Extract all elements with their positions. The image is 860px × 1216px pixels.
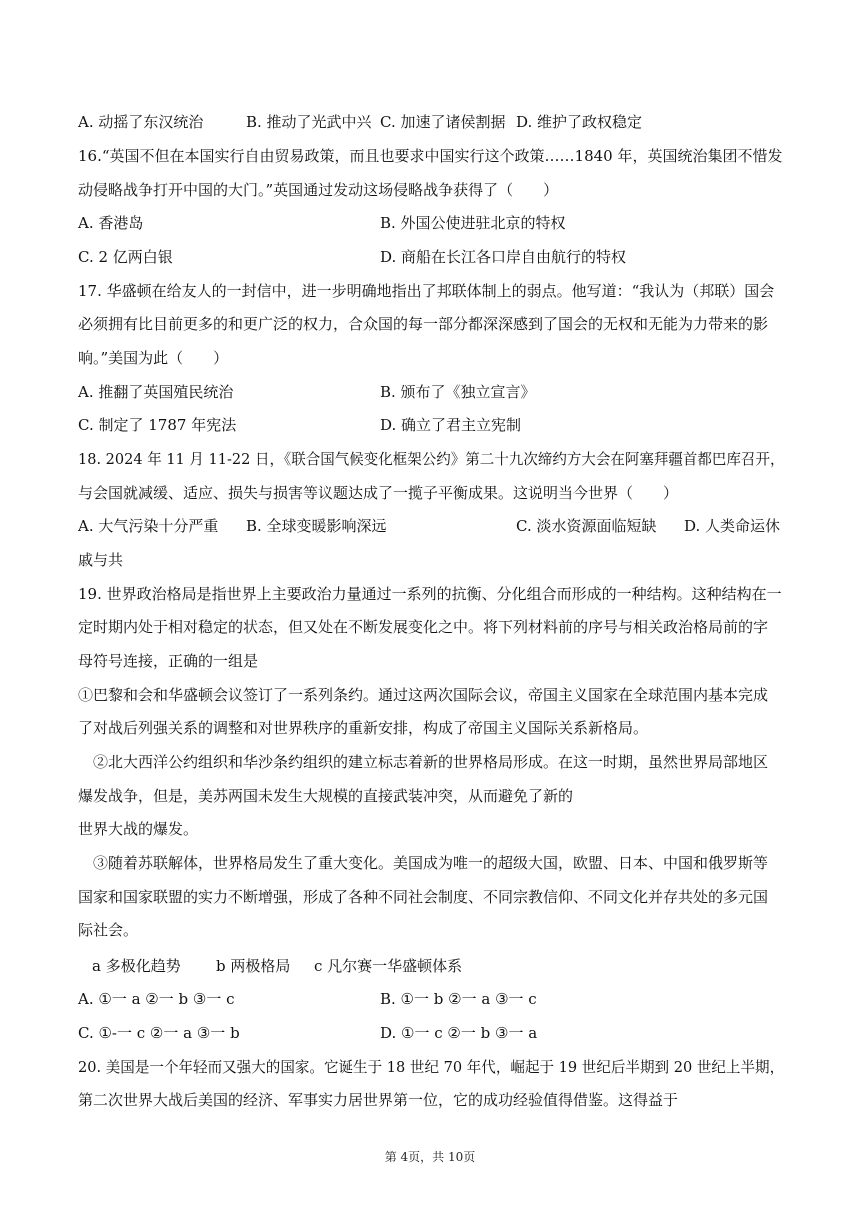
q16-stem-line: 16.“英国不但在本国实行自由贸易政策，而且也要求中国实行这个政策……1840 年，英国统治集团不惜发 — [78, 147, 783, 165]
q15-option-d: D. 维护了政权稳定 — [516, 113, 643, 131]
q15-option-b: B. 推动了光武中兴 — [246, 113, 372, 131]
q17-stem-line: 必须拥有比目前更多的和更广泛的权力，合众国的每一部分都深深感到了国会的无权和无能为力带来的影 — [78, 315, 769, 333]
q17-option-d: D. 确立了君主立宪制 — [380, 416, 522, 434]
q16-option-b: B. 外国公使进驻北京的特权 — [380, 214, 566, 232]
q17-stem-line: 17. 华盛顿在给友人的一封信中，进一步明确地指出了邦联体制上的弱点。他写道：“我认为（邦联）国会 — [78, 282, 775, 300]
q19-material-3: ③随着苏联解体，世界格局发生了重大变化。美国成为唯一的超级大国，欧盟、日本、中国和俄罗斯等 — [78, 854, 769, 872]
q16-option-c: C. 2 亿两白银 — [78, 248, 173, 266]
q19-material-2: 爆发战争，但是，美苏两国未发生大规模的直接武装冲突，从而避免了新的 — [78, 787, 574, 805]
q15-option-c: C. 加速了诸侯割据 — [380, 113, 506, 131]
q16-stem-line: 动侵略战争打开中国的大门。”英国通过发动这场侵略战争获得了（ ） — [78, 181, 559, 199]
q18-option-c: C. 淡水资源面临短缺 — [516, 517, 657, 535]
q20-stem-line: 20. 美国是一个年轻而又强大的国家。它诞生于 18 世纪 70 年代，崛起于 19 世纪后半期到 20 世纪上半期， — [78, 1058, 785, 1076]
q17-option-b: B. 颁布了《独立宣言》 — [380, 383, 536, 401]
q19-option-c: C. ①-一 c ②一 a ③一 b — [78, 1024, 240, 1042]
q19-stem-line: 19. 世界政治格局是指世界上主要政治力量通过一系列的抗衡、分化组合而形成的一种结构。这种结构在一 — [78, 585, 782, 603]
q19-option-d: D. ①一 c ②一 b ③一 a — [380, 1024, 538, 1042]
q15-option-a: A. 动摇了东汉统治 — [78, 113, 204, 131]
q18-stem-line: 与会国就减缓、适应、损失与损害等议题达成了一揽子平衡成果。这说明当今世界（ ） — [78, 484, 679, 502]
q19-material-3: 国家和国家联盟的实力不断增强，形成了各种不同社会制度、不同宗教信仰、不同文化并存共处的多元国 — [78, 888, 769, 906]
q19-material-1: ①巴黎和会和华盛顿会议签订了一系列条约。通过这两次国际会议，帝国主义国家在全球范围内基本完成 — [78, 686, 769, 704]
q18-option-b: B. 全球变暖影响深远 — [246, 517, 387, 535]
page-footer: 第 4页，共 10页 — [384, 1150, 476, 1164]
q19-material-1: 了对战后列强关系的调整和对世界秩序的重新安排，构成了帝国主义国际关系新格局。 — [78, 719, 649, 737]
q19-material-2: ②北大西洋公约组织和华沙条约组织的建立标志着新的世界格局形成。在这一时期，虽然世界局部地区 — [78, 753, 769, 771]
q19-stem-line: 定时期内处于相对稳定的状态，但又处在不断发展变化之中。将下列材料前的序号与相关政治格局前的字 — [78, 618, 769, 636]
q19-label-b: b 两极格局 — [216, 957, 291, 975]
q17-option-a: A. 推翻了英国殖民统治 — [78, 383, 234, 401]
q19-option-a: A. ①一 a ②一 b ③一 c — [78, 990, 235, 1008]
q18-option-d: D. 人类命运休 — [684, 517, 781, 535]
q18-stem-line: 18. 2024 年 11 月 11-22 日，《联合国气候变化框架公约》第二十九次缔约方大会在阿塞拜疆首都巴库召开， — [78, 450, 785, 468]
q19-option-b: B. ①一 b ②一 a ③一 c — [380, 990, 537, 1008]
q19-label-c: c 凡尔赛一华盛顿体系 — [314, 957, 463, 975]
q18-option-d-wrap: 戚与共 — [78, 551, 124, 569]
q19-material-2: 世界大战的爆发。 — [78, 820, 199, 838]
q19-label-a: a 多极化趋势 — [92, 957, 181, 975]
q16-option-d: D. 商船在长江各口岸自由航行的特权 — [380, 248, 627, 266]
q16-option-a: A. 香港岛 — [78, 214, 144, 232]
q17-stem-line: 响。”美国为此（ ） — [78, 349, 229, 367]
q18-option-a: A. 大气污染十分严重 — [78, 517, 219, 535]
q19-stem-line: 母符号连接，正确的一组是 — [78, 652, 259, 670]
q19-material-3: 际社会。 — [78, 921, 139, 939]
q17-option-c: C. 制定了 1787 年宪法 — [78, 416, 237, 434]
q20-stem-line: 第二次世界大战后美国的经济、军事实力居世界第一位，它的成功经验值得借鉴。这得益于 — [78, 1091, 679, 1109]
